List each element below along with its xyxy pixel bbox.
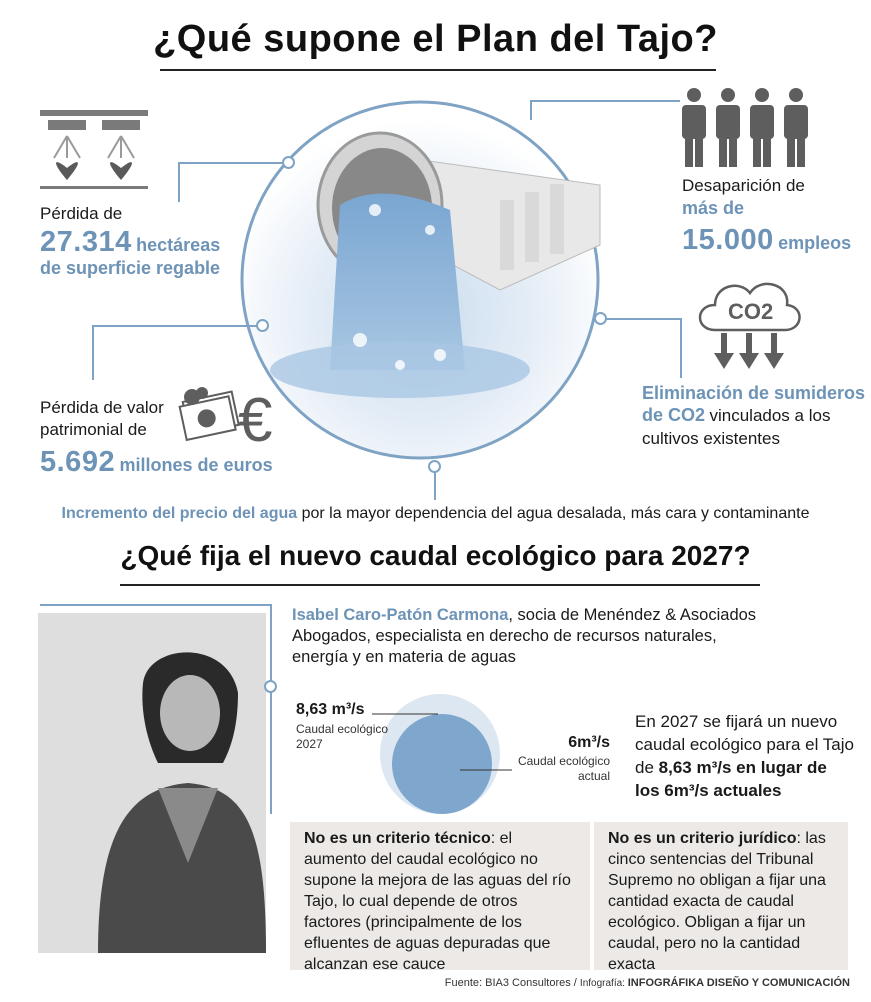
patrimonial-label-1: Pérdida de valor [40,398,164,417]
connector-line [270,604,272,814]
connector-line [600,318,682,320]
co2-rest-2: vinculados a los [709,406,831,425]
connector-line [92,325,94,380]
water-price-highlight: Incremento del precio del agua [61,505,298,522]
connector-dot [282,156,295,169]
note-technical [290,822,590,973]
water-price-line [0,505,871,523]
co2-highlight-1: Eliminación de sumideros [642,383,866,403]
footer-source: Fuente: BIA3 Consultores / [444,977,580,989]
co2-line-3: cultivos existentes [642,429,780,448]
connector-line [530,100,532,120]
sprinkler-plant-icon [40,110,148,190]
footer-credits [0,977,850,989]
flow-2027-label [296,722,388,752]
flow-actual-label-2: actual [577,769,610,783]
hectares-value-line [40,226,220,259]
expert-desc-3: energía y en materia de aguas [292,648,516,666]
money-euro-icon [178,385,290,447]
expert-name: Isabel Caro-Patón Carmona [292,606,509,624]
flow-2027-label-2: 2027 [296,737,323,751]
summary-line-3-pre: de [635,758,659,777]
summary-line-2: caudal ecológico para el Tajo [635,735,854,754]
summary-line-3-bold: 8,63 m³/s en lugar de [658,758,827,777]
flow-actual-label-1: Caudal ecológico [517,754,610,768]
flow-2027-value: 8,63 m³/s [296,701,365,718]
patrimonial-value-line [40,446,273,479]
page-title: ¿Qué supone el Plan del Tajo? [153,18,718,60]
jobs-label: Desaparición de [682,176,805,195]
flow-actual-label [500,754,610,784]
connector-line [92,325,262,327]
jobs-value: 15.000 [682,224,774,256]
section-title: ¿Qué fija el nuevo caudal ecológico para 2027? [120,540,751,571]
jobs-unit: empleos [778,233,852,253]
connector-dot [428,460,441,473]
water-price-rest: por la mayor dependencia del agua desalada, más cara y contaminante [301,505,810,522]
footer-credit: INFOGRÁFIKA DISEÑO Y COMUNICACIÓN [627,977,850,989]
title-underline [120,584,760,586]
expert-photo [38,613,266,953]
jobs-more-than: más de [682,198,745,218]
summary-line-4: los 6m³/s actuales [635,781,782,800]
flow-2027-label-1: Caudal ecológico [296,722,389,736]
flow-actual-value: 6m³/s [568,734,610,751]
co2-highlight-2: de CO2 [642,405,706,425]
hectares-value: 27.314 [40,226,132,258]
patrimonial-unit: millones de euros [119,455,273,475]
connector-line [40,604,272,606]
co2-cloud-icon [695,275,805,375]
expert-portrait-placeholder [38,613,266,953]
title-underline [160,69,716,71]
note-technical-text: : el aumento del caudal ecológico no supone la mejora de las aguas del río Tajo, lo cual depende de otros factores (principalmente de los efluentes de aguas depuradas que alcanzan ese cauce [304,830,571,973]
hectares-unit: hectáreas [136,235,221,255]
expert-desc-1: , socia de Menéndez & Asociados [508,606,757,624]
patrimonial-value: 5.692 [40,446,116,478]
connector-line [178,162,180,202]
workers-icon [678,85,814,170]
connector-dot [264,680,277,693]
bubble-actual [392,714,492,814]
hectares-desc: de superficie regable [40,258,221,278]
expert-desc-2: Abogados, especialista en derecho de recursos naturales, [292,627,717,645]
jobs-value-line [682,224,851,257]
expert-description [292,605,762,668]
footer-credit-label: Infografía: [579,978,628,989]
flow-summary [635,710,865,802]
connector-line [178,162,288,164]
connector-dot [594,312,607,325]
patrimonial-label-2: patrimonial de [40,420,147,439]
svg-text:€: € [238,386,273,447]
summary-line-1: En 2027 se fijará un nuevo [635,712,838,731]
connector-line [680,318,682,378]
note-legal-text: : las cinco sentencias del Tribunal Supremo no obligan a fijar una cantidad exacta de caudal ecológico. Obligan a fijar un caudal, pero no la cantidad exacta [608,830,826,973]
note-technical-title: No es un criterio técnico [304,830,491,847]
connector-dot [256,319,269,332]
co2-icon-label: CO2 [728,299,774,324]
connector-line [530,100,680,102]
note-legal-title: No es un criterio jurídico [608,830,797,847]
note-legal [594,822,848,973]
hectares-label: Pérdida de [40,204,123,223]
co2-line-2 [642,405,830,426]
